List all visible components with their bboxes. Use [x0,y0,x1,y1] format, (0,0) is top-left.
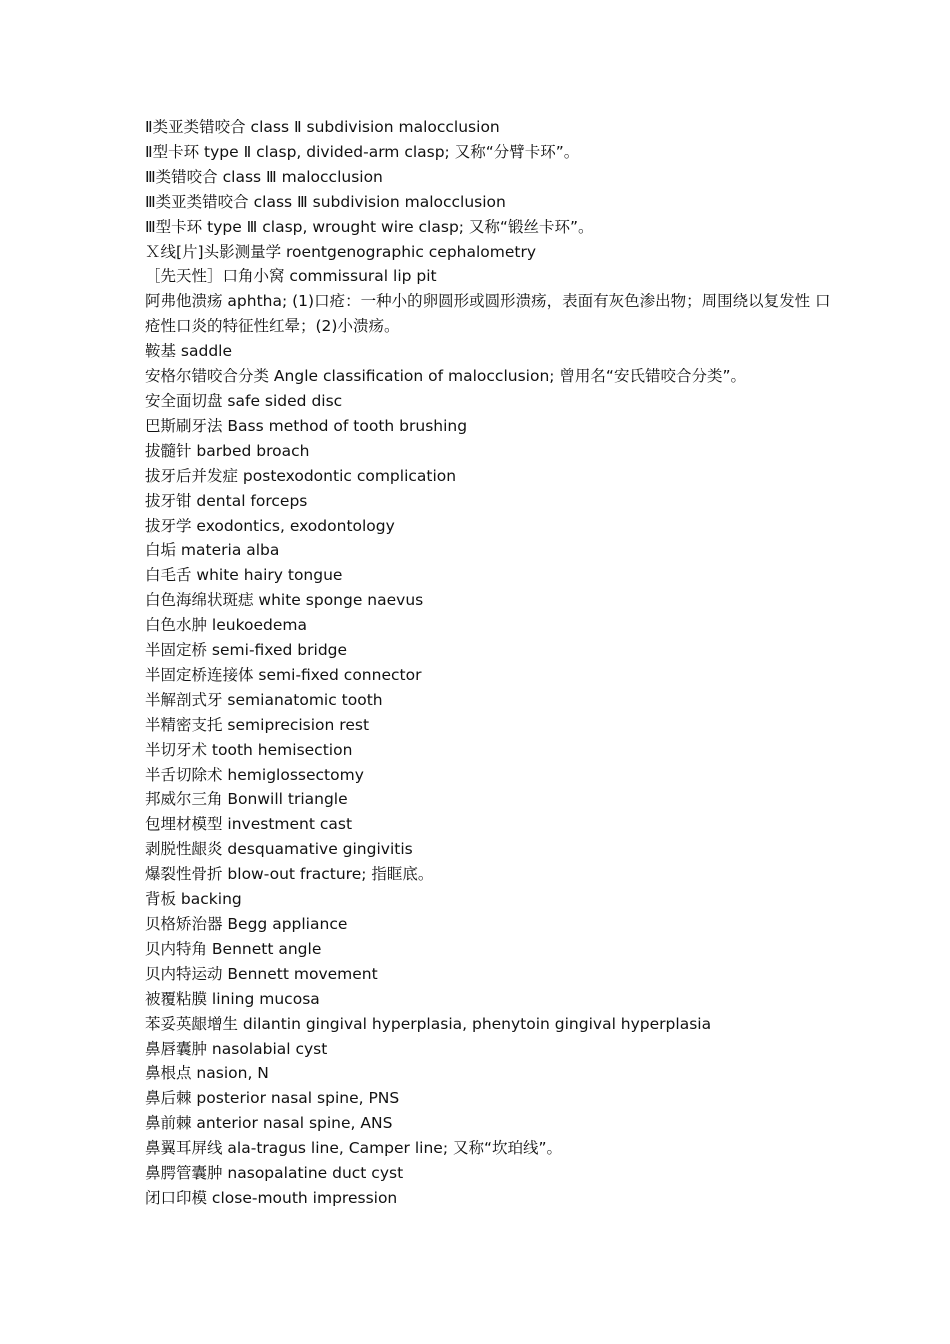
glossary-entry: 拔牙后并发症 postexodontic complication [145,466,457,485]
glossary-entry: Ⅱ型卡环 type Ⅱ clasp, divided-arm clasp; 又称“分臂卡环”。 [145,142,580,161]
glossary-entry: 拔牙学 exodontics, exodontology [145,516,395,535]
glossary-entry: 白垢 materia alba [145,541,280,560]
glossary-entry: 邦威尔三角 Bonwill triangle [145,790,348,809]
glossary-entry: 背板 backing [145,890,242,909]
glossary-entry: Ⅲ型卡环 type Ⅲ clasp, wrought wire clasp; 又称“锻丝卡环”。 [145,217,594,236]
glossary-entry: 剥脱性龈炎 desquamative gingivitis [145,840,413,859]
glossary-entry: 鼻唇囊肿 nasolabial cyst [145,1039,328,1058]
glossary-entry: 爆裂性骨折 blow-out fracture; 指眶底。 [145,865,434,884]
glossary-entry-list [145,115,845,1211]
glossary-entry: 包埋材模型 investment cast [145,815,353,834]
glossary-entry: 半固定桥连接体 semi-fixed connector [145,665,422,684]
glossary-entry: Ｘ线[片]头影测量学 roentgenographic cephalometry [145,242,537,261]
glossary-entry: 安格尔错咬合分类 Angle classification of malocclusion; 曾用名“安氏错咬合分类”。 [145,367,746,386]
glossary-entry: 被覆粘膜 lining mucosa [145,989,320,1008]
glossary-entry: 拔髓针 barbed broach [145,441,310,460]
glossary-entry: 贝内特角 Bennett angle [145,939,322,958]
glossary-entry: 苯妥英龈增生 dilantin gingival hyperplasia, phenytoin gingival hyperplasia [145,1014,712,1033]
glossary-entry: 阿弗他溃疡 aphtha; (1)口疮：一种小的卵圆形或圆形溃疡，表面有灰色渗出物；周围绕以复发性 口疮性口炎的特征性红晕；(2)小溃疡。 [145,292,831,336]
glossary-entry: 半舌切除术 hemiglossectomy [145,765,364,784]
glossary-entry: 半切牙术 tooth hemisection [145,740,353,759]
glossary-entry: 安全面切盘 safe sided disc [145,391,343,410]
glossary-entry: 半精密支托 semiprecision rest [145,715,370,734]
glossary-entry: 巴斯刷牙法 Bass method of tooth brushing [145,416,468,435]
glossary-entry: 贝内特运动 Bennett movement [145,964,378,983]
glossary-entry: 白色海绵状斑痣 white sponge naevus [145,591,424,610]
glossary-entry: Ⅱ类亚类错咬合 class Ⅱ subdivision malocclusion [145,118,500,136]
glossary-entry: Ⅲ类错咬合 class Ⅲ malocclusion [145,167,383,186]
glossary-entry: 闭口印模 close-mouth impression [145,1188,398,1207]
glossary-entry: Ⅲ类亚类错咬合 class Ⅲ subdivision malocclusion [145,192,506,211]
glossary-entry: ［先天性］口角小窝 commissural lip pit [145,267,437,286]
glossary-entry: 白色水肿 leukoedema [145,616,308,635]
glossary-entry: 鼻翼耳屏线 ala-tragus line, Camper line; 又称“坎珀线”。 [145,1139,563,1158]
glossary-entry: 半固定桥 semi-fixed bridge [145,641,348,660]
glossary-entry: 半解剖式牙 semianatomic tooth [145,690,383,709]
glossary-entry: 白毛舌 white hairy tongue [145,566,343,585]
glossary-entry: 鼻后棘 posterior nasal spine, PNS [145,1089,400,1108]
glossary-entry: 贝格矫治器 Begg appliance [145,915,348,933]
glossary-entry: 鼻腭管囊肿 nasopalatine duct cyst [145,1164,404,1183]
glossary-entry: 鞍基 saddle [145,342,233,361]
glossary-entry: 鼻根点 nasion, N [145,1064,269,1083]
glossary-entry: 拔牙钳 dental forceps [145,491,308,510]
glossary-entry: 鼻前棘 anterior nasal spine, ANS [145,1114,393,1133]
